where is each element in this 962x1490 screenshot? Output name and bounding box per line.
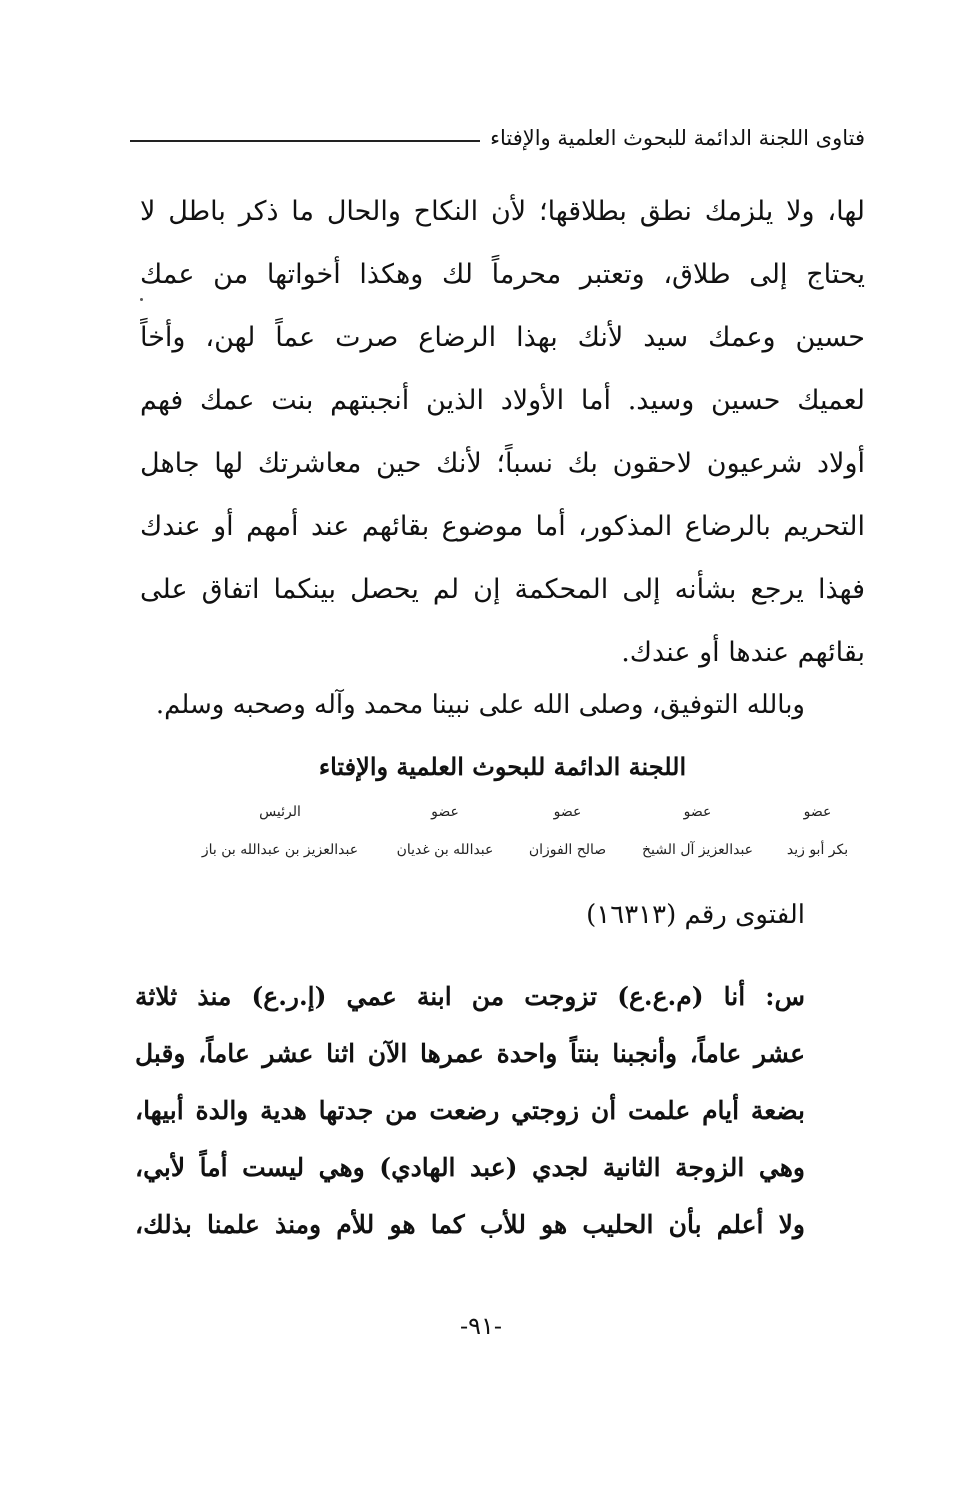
- signature-name: صالح الفوزان: [528, 842, 607, 858]
- question-line: وهي الزوجة الثانية لجدي (عبد الهادي) وهي ليست أماً لأبي،: [135, 1153, 805, 1182]
- signature-role: عضو: [683, 804, 712, 820]
- question-line: بضعة أيام علمت أن زوجتي رضعت من جدتها هدية والدة أبيها،: [135, 1096, 805, 1125]
- signature-role: عضو: [803, 804, 832, 820]
- question-line: عشر عاماً، وأنجبنا بنتاً واحدة عمرها الآن اثنا عشر عاماً، وقبل: [135, 1039, 805, 1068]
- question-paragraph: [135, 968, 805, 1253]
- signature-role: عضو: [431, 804, 459, 820]
- signature-role: عضو: [553, 804, 582, 820]
- answer-line: أولاد شرعيون لاحقون بك نسباً؛ لأنك حين معاشرتك لها جاهل: [140, 448, 865, 479]
- header-rule: [130, 140, 480, 142]
- running-header: [130, 118, 865, 158]
- signature-name: بكر أبو زيد: [786, 842, 849, 858]
- signature-role: الرئيس: [259, 804, 301, 820]
- signature-name: عبدالله بن غديان: [396, 842, 494, 858]
- signature-name: عبدالعزيز آل الشيخ: [641, 842, 754, 858]
- signature-roles: [140, 804, 865, 820]
- page-number: -٩١-: [460, 1312, 502, 1340]
- scan-speck: [140, 298, 143, 301]
- signature-name: عبدالعزيز بن عبدالله بن باز: [201, 842, 359, 858]
- committee-title: اللجنة الدائمة للبحوث العلمية والإفتاء: [318, 752, 687, 781]
- answer-line: لعميك حسين وسيد. أما الأولاد الذين أنجبتهم بنت عمك فهم: [140, 385, 865, 416]
- question-line: س: أنا (م.ع.ع) تزوجت من ابنة عمي (إ.ر.ع) منذ ثلاثة: [135, 982, 805, 1011]
- fatwa-number: الفتوى رقم (١٦٣١٣): [586, 900, 805, 930]
- answer-line: حسين وعمك سيد لأنك بهذا الرضاع صرت عماً لهن، وأخاً: [140, 322, 865, 353]
- signature-names: [140, 842, 865, 858]
- answer-line: لها، ولا يلزمك نطق بطلاقها؛ لأن النكاح والحال ما ذكر باطل لا: [140, 196, 865, 227]
- answer-paragraph: [140, 180, 865, 684]
- answer-line: بقائهم عندها أو عندك.: [621, 637, 865, 668]
- answer-line: فهذا يرجع بشأنه إلى المحكمة إن لم يحصل بينكما اتفاق على: [140, 574, 865, 605]
- closing-formula: وبالله التوفيق، وصلى الله على نبينا محمد وآله وصحبه وسلم.: [155, 690, 805, 720]
- question-line: ولا أعلم بأن الحليب هو للأب كما هو للأم ومنذ علمنا بذلك،: [135, 1210, 805, 1239]
- header-title: فتاوى اللجنة الدائمة للبحوث العلمية والإفتاء: [490, 126, 865, 150]
- answer-line: يحتاج إلى طلاق، وتعتبر محرماً لك وهكذا أخواتها من عمك: [140, 259, 865, 290]
- answer-line: التحريم بالرضاع المذكور، أما موضوع بقائهم عند أمهم أو عندك: [140, 511, 865, 542]
